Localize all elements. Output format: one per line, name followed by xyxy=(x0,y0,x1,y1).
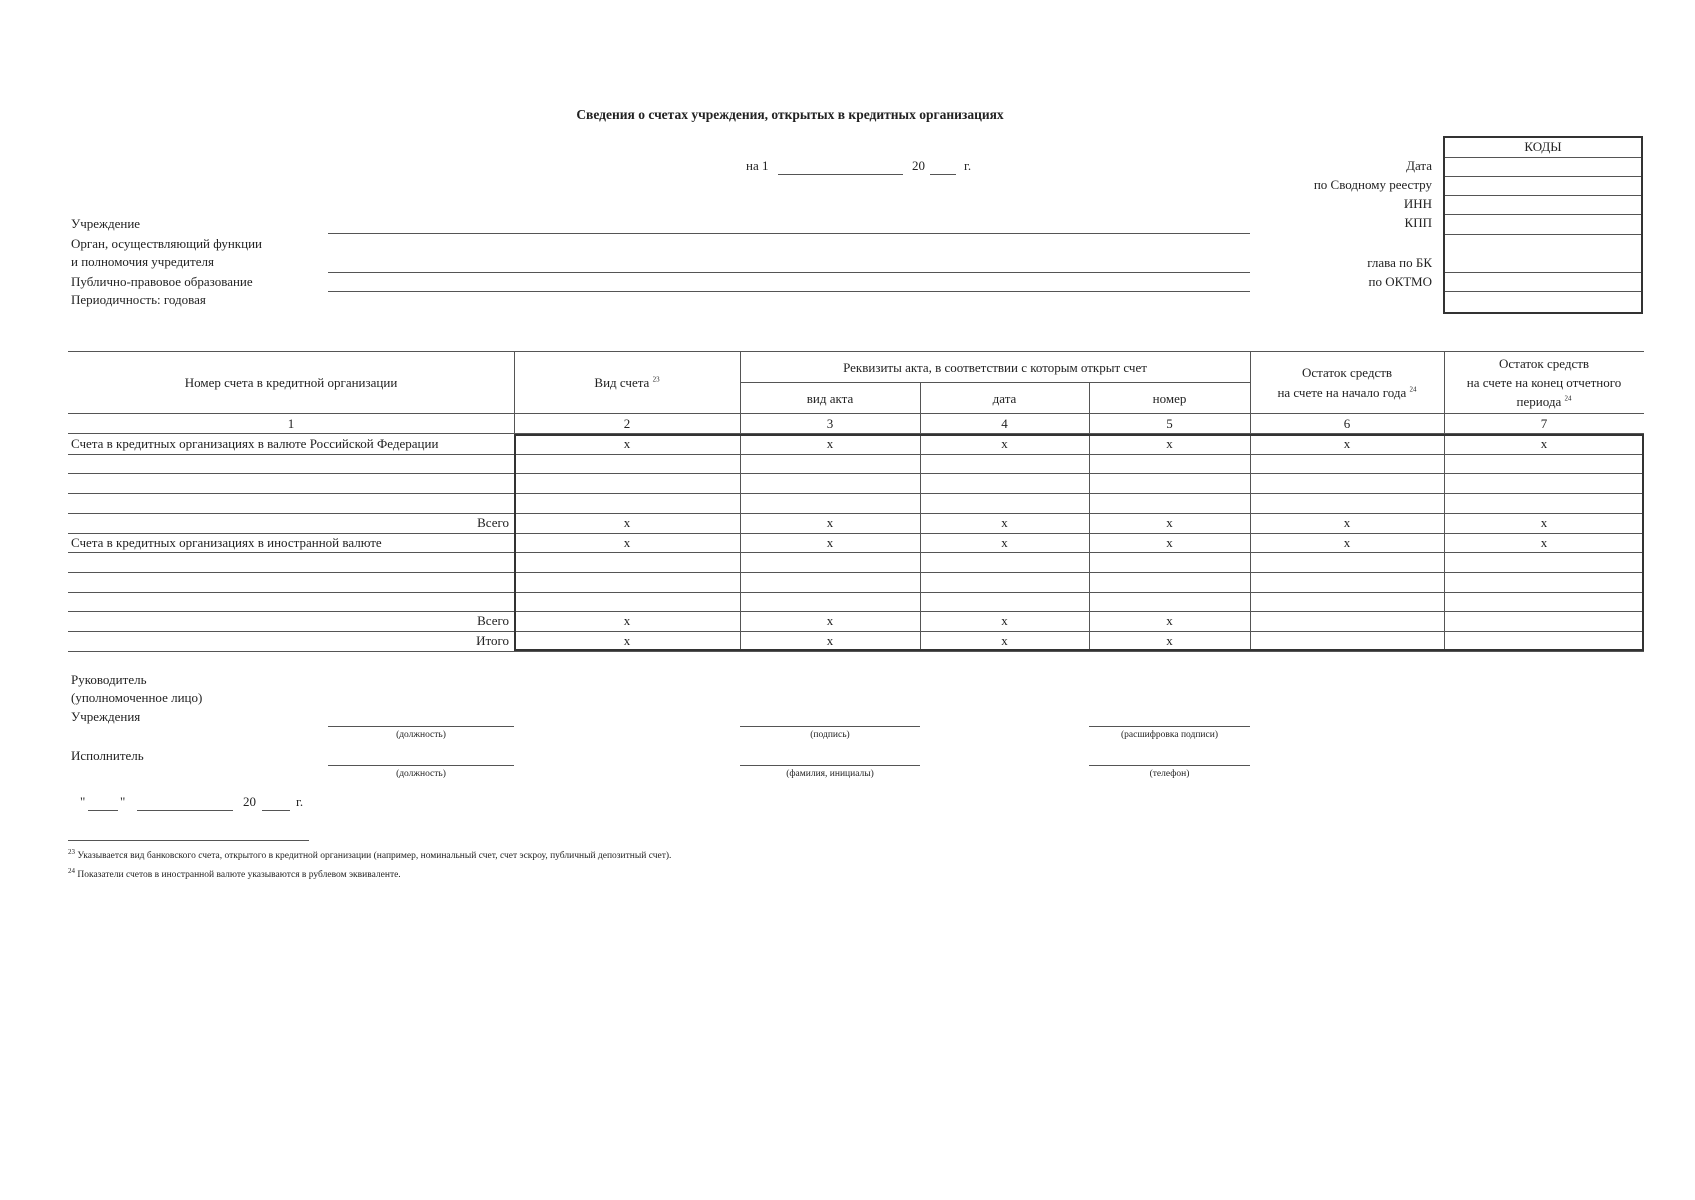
table-cell[interactable]: x xyxy=(1343,436,1351,451)
footnote-24: $^{24}$ Показатели счетов в иностранной валюте указываются в рублевом эквиваленте. xyxy=(68,867,401,881)
table-cell[interactable]: x xyxy=(1166,436,1173,451)
head-signature-field[interactable] xyxy=(740,726,920,727)
header-balance-start-line1: Остаток средств xyxy=(1301,365,1393,380)
executor-phone-caption: (телефон) xyxy=(1149,769,1190,779)
founder-label-line1: Орган, осуществляющий функции xyxy=(71,236,262,251)
footnote-23: $^{23}$ Указывается вид банковского счета, открытого в кредитной организации (например, номинальный счет, счет эскроу, публичный депозитный счет). xyxy=(68,848,672,862)
date-suffix: г. xyxy=(964,158,972,173)
founder-field[interactable] xyxy=(328,272,1250,273)
table-cell[interactable]: x xyxy=(623,514,631,530)
header-balance-end-line1: Остаток средств xyxy=(1498,356,1590,371)
table-cell[interactable]: x xyxy=(826,514,834,530)
founder-label-line2: и полномочия учредителя xyxy=(71,254,214,269)
codes-header: КОДЫ xyxy=(1524,139,1562,154)
public-entity-label: Публично-правовое образование xyxy=(71,274,253,289)
page-title: Сведения о счетах учреждения, открытых в кредитных организациях xyxy=(576,107,1004,122)
table-cell[interactable]: x xyxy=(623,613,631,629)
table-cell[interactable]: x xyxy=(623,436,631,451)
col-number-6: 6 xyxy=(1343,416,1351,431)
executor-phone-field[interactable] xyxy=(1089,765,1250,766)
header-balance-end-line2: на счете на конец отчетного xyxy=(1466,375,1622,390)
table-cell[interactable]: x xyxy=(1001,436,1008,451)
header-account-type: Вид счета $^{23}$ xyxy=(594,375,660,390)
head-label-line3: Учреждения xyxy=(71,709,141,724)
code-label-registry: по Сводному реестру xyxy=(1313,177,1432,192)
table-cell[interactable]: x xyxy=(1001,534,1008,550)
header-account-number: Номер счета в кредитной организации xyxy=(184,375,398,390)
col-number-5: 5 xyxy=(1166,416,1173,431)
code-label-kpp: КПП xyxy=(1404,215,1432,230)
code-label-date: Дата xyxy=(1406,158,1432,173)
date-year-field[interactable] xyxy=(930,174,956,175)
row-label: Итого xyxy=(476,633,509,648)
sign-date-day-field[interactable] xyxy=(88,810,118,811)
table-cell[interactable]: x xyxy=(826,436,834,451)
executor-position-caption: (должность) xyxy=(396,769,446,779)
table-cell[interactable]: x xyxy=(1343,534,1351,550)
sign-date-suffix: г. xyxy=(296,794,304,809)
code-label-inn: ИНН xyxy=(1403,196,1432,211)
table-cell[interactable]: x xyxy=(826,534,834,550)
public-entity-field[interactable] xyxy=(328,291,1250,292)
header-act-details: Реквизиты акта, в соответствии с которым открыт счет xyxy=(843,360,1147,375)
col-number-7: 7 xyxy=(1540,416,1548,431)
table-cell[interactable]: x xyxy=(1343,514,1351,530)
table-cell[interactable]: x xyxy=(1540,514,1548,530)
date-year-prefix: 20 xyxy=(912,158,925,173)
table-cell[interactable]: x xyxy=(1540,436,1548,451)
head-label-line2: (уполномоченное лицо) xyxy=(71,690,203,705)
table-cell[interactable]: x xyxy=(1166,633,1173,648)
header-balance-end-line3: периода $^{24}$ xyxy=(1516,394,1572,409)
code-label-bk: глава по БК xyxy=(1367,255,1432,270)
head-signature-caption: (подпись) xyxy=(810,730,850,740)
col-number-2: 2 xyxy=(623,416,631,431)
header-balance-start-line2: на счете на начало года $^{24}$ xyxy=(1277,385,1417,400)
executor-position-field[interactable] xyxy=(328,765,514,766)
table-cell[interactable]: x xyxy=(623,534,631,550)
periodicity-label: Периодичность: годовая xyxy=(71,292,206,307)
head-position-caption: (должность) xyxy=(396,730,446,740)
table-cell[interactable]: x xyxy=(1166,514,1173,530)
table-cell[interactable]: x xyxy=(623,633,631,648)
executor-label: Исполнитель xyxy=(71,748,144,763)
institution-label: Учреждение xyxy=(71,216,141,231)
head-decoding-field[interactable] xyxy=(1089,726,1250,727)
executor-name-field[interactable] xyxy=(740,765,920,766)
table-cell[interactable]: x xyxy=(1001,613,1008,629)
header-act-date: дата xyxy=(992,391,1017,406)
table-cell[interactable]: x xyxy=(826,633,834,648)
row-label: Всего xyxy=(477,613,509,629)
table-cell[interactable]: x xyxy=(1166,534,1173,550)
table-cell[interactable]: x xyxy=(1166,613,1173,629)
sign-date-year-field[interactable] xyxy=(262,810,290,811)
date-prefix: на 1 xyxy=(746,158,769,173)
col-number-4: 4 xyxy=(1001,416,1008,431)
col-number-1: 1 xyxy=(287,416,295,431)
table-cell[interactable]: x xyxy=(1540,534,1548,550)
table-cell[interactable]: x xyxy=(826,613,834,629)
col-number-3: 3 xyxy=(826,416,834,431)
head-decoding-caption: (расшифровка подписи) xyxy=(1121,730,1218,740)
head-label-line1: Руководитель xyxy=(71,672,147,687)
sign-date-year-prefix: 20 xyxy=(243,794,256,809)
row-label: Счета в кредитных организациях в валюте Российской Федерации xyxy=(71,436,439,451)
header-act-type: вид акта xyxy=(806,391,854,406)
codes-box xyxy=(1443,136,1643,314)
executor-name-caption: (фамилия, инициалы) xyxy=(786,769,874,779)
header-act-number: номер xyxy=(1152,391,1187,406)
sign-date-month-field[interactable] xyxy=(137,810,233,811)
table-cell[interactable]: x xyxy=(1001,633,1008,648)
code-label-oktmo: по ОКТМО xyxy=(1368,274,1432,289)
data-area-border xyxy=(514,434,1644,651)
sign-date-quote-close: " xyxy=(120,794,126,809)
table-cell[interactable]: x xyxy=(1001,514,1008,530)
sign-date-quote-open: " xyxy=(80,794,86,809)
row-label: Счета в кредитных организациях в иностранной валюте xyxy=(71,534,382,550)
date-day-month-field[interactable] xyxy=(778,174,903,175)
row-label: Всего xyxy=(477,514,509,530)
head-position-field[interactable] xyxy=(328,726,514,727)
institution-field[interactable] xyxy=(328,233,1250,234)
footnote-divider xyxy=(68,840,309,841)
